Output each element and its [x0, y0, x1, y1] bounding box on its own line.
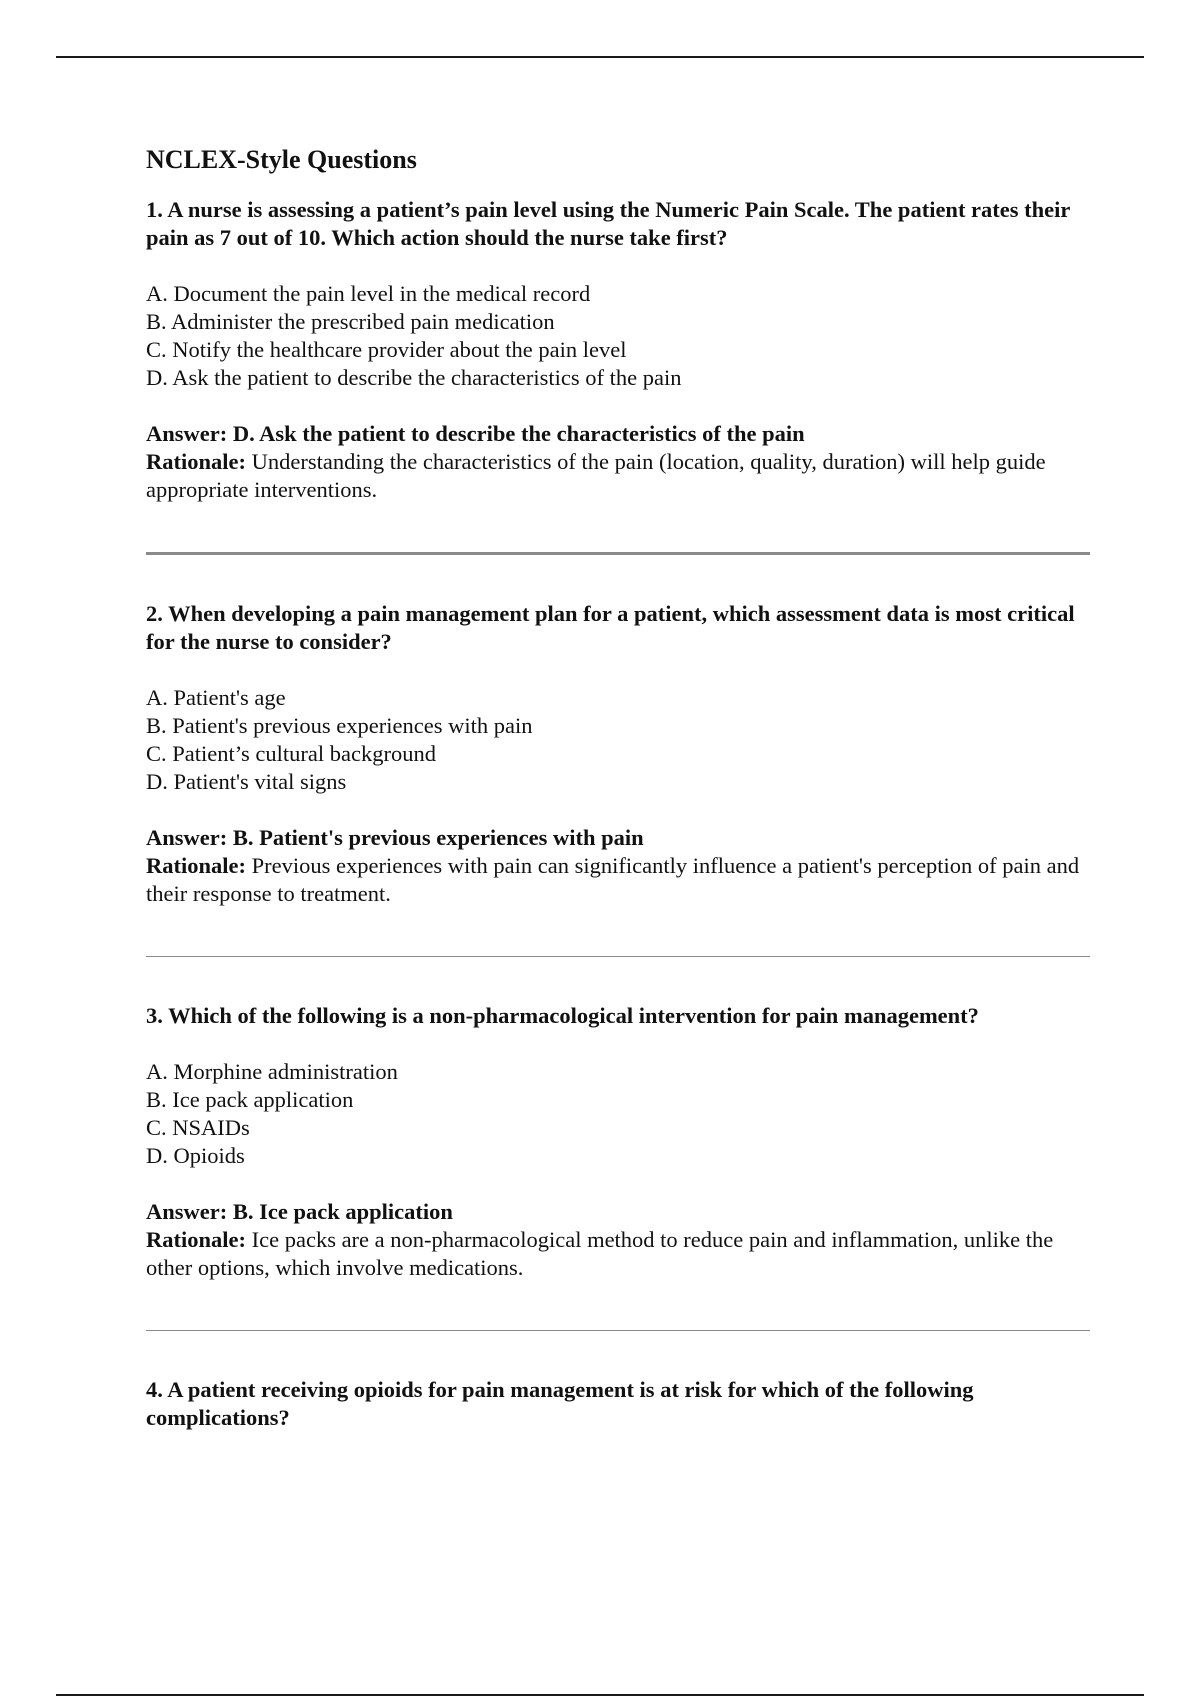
rationale: [146, 448, 1090, 504]
rationale-label: Rationale:: [146, 853, 246, 878]
question-prompt: 4. A patient receiving opioids for pain management is at risk for which of the following complications?: [146, 1377, 974, 1430]
document-title: NCLEX-Style Questions: [146, 145, 417, 174]
question-prompt: 3. Which of the following is a non-pharmacological intervention for pain management?: [146, 1003, 979, 1028]
option-a: A. Document the pain level in the medical record: [146, 281, 591, 306]
option-c: C. Notify the healthcare provider about the pain level: [146, 337, 627, 362]
option-c: C. NSAIDs: [146, 1115, 250, 1140]
option-d: D. Opioids: [146, 1143, 245, 1168]
page-top-rule: [56, 56, 1144, 58]
option-b: B. Ice pack application: [146, 1087, 354, 1112]
document-body: [146, 142, 1090, 1460]
correct-answer: Answer: D. Ask the patient to describe the characteristics of the pain: [146, 421, 805, 446]
question-block-1: [146, 196, 1090, 504]
question-prompt: 2. When developing a pain management plan for a patient, which assessment data is most critical for the nurse to consider?: [146, 601, 1075, 654]
option-c: C. Patient’s cultural background: [146, 741, 436, 766]
rationale-text: Understanding the characteristics of the pain (location, quality, duration) will help guide appropriate interventions.: [146, 449, 1046, 502]
option-b: B. Patient's previous experiences with pain: [146, 713, 533, 738]
question-block-4: [146, 1376, 1090, 1432]
option-a: A. Morphine administration: [146, 1059, 398, 1084]
rationale-label: Rationale:: [146, 449, 246, 474]
option-d: D. Patient's vital signs: [146, 769, 347, 794]
section-divider: [146, 956, 1090, 957]
rationale-text: Previous experiences with pain can significantly influence a patient's perception of pain and their response to treatment.: [146, 853, 1080, 906]
question-block-2: [146, 600, 1090, 908]
answer-options: [146, 684, 1090, 796]
answer-options: [146, 280, 1090, 392]
rationale-text: Ice packs are a non-pharmacological method to reduce pain and inflammation, unlike the other options, which involve medications.: [146, 1227, 1054, 1280]
option-b: B. Administer the prescribed pain medication: [146, 309, 555, 334]
page-bottom-rule: [56, 1694, 1144, 1696]
question-prompt: 1. A nurse is assessing a patient’s pain level using the Numeric Pain Scale. The patient rates their pain as 7 out of 10. Which action should the nurse take first?: [146, 197, 1070, 250]
rationale: [146, 852, 1090, 908]
section-divider: [146, 1330, 1090, 1331]
answer-options: [146, 1058, 1090, 1170]
question-block-3: [146, 1002, 1090, 1282]
correct-answer: Answer: B. Patient's previous experiences with pain: [146, 825, 644, 850]
option-d: D. Ask the patient to describe the characteristics of the pain: [146, 365, 682, 390]
section-divider: [146, 552, 1090, 555]
option-a: A. Patient's age: [146, 685, 286, 710]
rationale: [146, 1226, 1090, 1282]
rationale-label: Rationale:: [146, 1227, 246, 1252]
correct-answer: Answer: B. Ice pack application: [146, 1199, 453, 1224]
